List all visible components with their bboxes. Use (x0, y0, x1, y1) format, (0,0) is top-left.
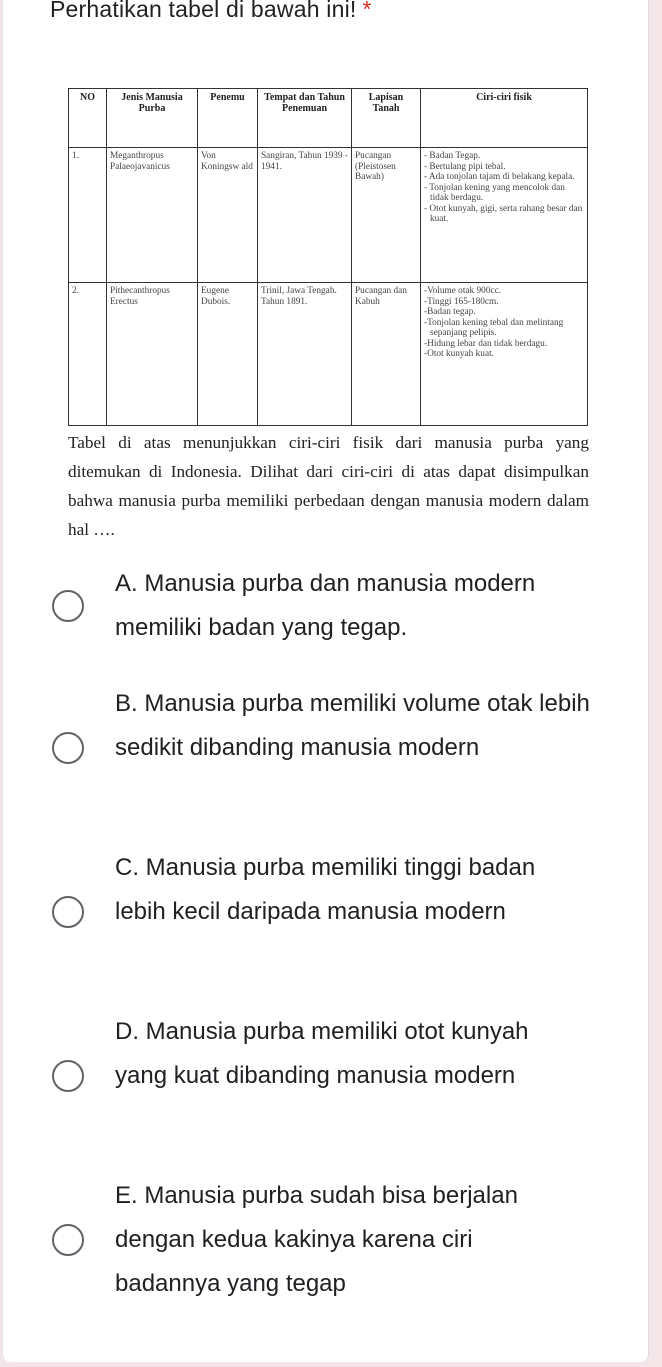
cell-no: 2. (69, 283, 107, 426)
required-asterisk: * (362, 0, 372, 22)
cell-lapisan: Pucangan dan Kabuh (352, 283, 421, 426)
cell-penemu: Eugene Dubois. (198, 283, 258, 426)
radio-button[interactable] (52, 732, 84, 764)
cell-tempat: Sangiran, Tahun 1939 - 1941. (258, 148, 352, 283)
feature-item: -Tonjolan kening tebal dan melintang sepanjang pelipis. (424, 317, 564, 338)
option-label[interactable]: D. Manusia purba memiliki otot kunyah yang kuat dibanding manusia modern (115, 1018, 529, 1089)
question-text: Perhatikan tabel di bawah ini! (50, 0, 357, 22)
option-label[interactable]: A. Manusia purba dan manusia modern memiliki badan yang tegap. (115, 570, 536, 641)
radio-button[interactable] (52, 1060, 84, 1092)
option-label[interactable]: E. Manusia purba sudah bisa berjalan dengan kedua kakinya karena ciri badannya yang tegap (115, 1182, 518, 1297)
header-penemu: Penemu (198, 89, 258, 148)
radio-button[interactable] (52, 896, 84, 928)
cell-jenis: Meganthropus Palaeojavanicus (107, 148, 198, 283)
cell-penemu: Von Koningsw ald (198, 148, 258, 283)
feature-item: - Ada tonjolan tajam di belakang kepala. (424, 172, 575, 182)
question-caption: Tabel di atas menunjukkan ciri-ciri fisik dari manusia purba yang ditemukan di Indonesia. Dilihat dari ciri-ciri di atas dapat disimpulkan bahwa manusia purba memiliki perbedaan dengan manusia modern dalam hal …. (68, 433, 589, 539)
table-row (69, 283, 588, 426)
cell-lapisan: Pucangan (Pleistosen Bawah) (352, 148, 421, 283)
cell-ciri (421, 148, 588, 283)
feature-item: -Otot kunyah kuat. (424, 349, 494, 359)
feature-item: - Tonjolan kening yang mencolok dan tidak berdagu. (424, 182, 565, 203)
cell-jenis: Pithecanthropus Erectus (107, 283, 198, 426)
feature-item: -Volume otak 900cc. (424, 286, 502, 296)
header-tempat: Tempat dan Tahun Penemuan (258, 89, 352, 148)
feature-item: -Tinggi 165-180cm. (424, 296, 499, 307)
feature-item: -Hidung lebar dan tidak berdagu. (424, 338, 548, 349)
question-table-image (68, 88, 588, 426)
question-title (50, 0, 372, 23)
option-label[interactable]: C. Manusia purba memiliki tinggi badan lebih kecil daripada manusia modern (115, 854, 536, 925)
option-label[interactable]: B. Manusia purba memiliki volume otak lebih sedikit dibanding manusia modern (115, 690, 590, 761)
header-jenis: Jenis Manusia Purba (107, 89, 198, 148)
feature-item: - Otot kunyah, gigi, serta rahang besar dan kuat. (424, 203, 583, 224)
radio-button[interactable] (52, 590, 84, 622)
header-lapisan: Lapisan Tanah (352, 89, 421, 148)
header-no: NO (69, 89, 107, 148)
table-row (69, 148, 588, 283)
radio-button[interactable] (52, 1224, 84, 1256)
feature-item: - Badan Tegap. (424, 151, 481, 161)
cell-tempat: Trinil, Jawa Tengah. Tahun 1891. (258, 283, 352, 426)
cell-ciri (421, 283, 588, 426)
header-ciri: Ciri-ciri fisik (421, 89, 588, 148)
cell-no: 1. (69, 148, 107, 283)
table-header-row (69, 89, 588, 148)
feature-item: - Bertulang pipi tebal. (424, 161, 506, 172)
feature-item: -Badan tegap. (424, 307, 476, 317)
